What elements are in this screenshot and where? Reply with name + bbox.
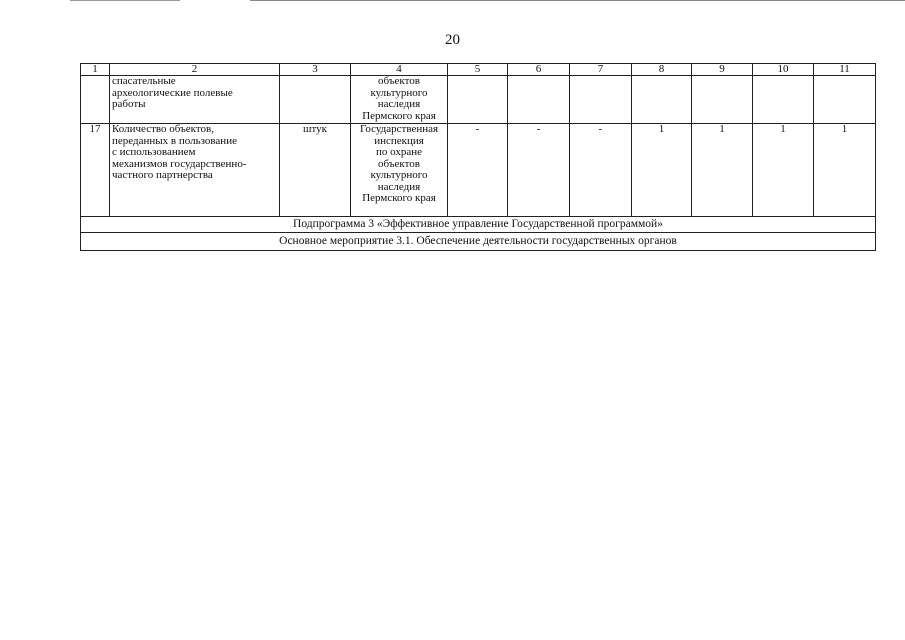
column-number-header: 1 (81, 64, 110, 76)
value-cell: 1 (814, 124, 876, 217)
column-number-header: 7 (570, 64, 632, 76)
value-cell: 1 (753, 124, 814, 217)
column-number-header: 11 (814, 64, 876, 76)
indicator-name: Количество объектов, переданных в пользование с использованием механизмов государственно- частного партнерства (110, 124, 280, 217)
indicators-table (80, 63, 876, 251)
page-number: 20 (445, 32, 460, 48)
value-cell (692, 76, 753, 124)
value-cell: - (570, 124, 632, 217)
scan-edge-line-right (250, 0, 905, 1)
column-number-header: 3 (280, 64, 351, 76)
subprogram-row (81, 217, 876, 233)
column-number-header: 4 (351, 64, 448, 76)
value-cell (508, 76, 570, 124)
main-event-row (81, 233, 876, 251)
row-number: 17 (81, 124, 110, 217)
subprogram-title: Подпрограмма 3 «Эффективное управление Государственной программой» (81, 217, 876, 233)
responsible-body: Государственная инспекция по охране объектов культурного наследия Пермского края (351, 124, 448, 217)
column-number-header: 8 (632, 64, 692, 76)
value-cell: - (508, 124, 570, 217)
column-number-header: 2 (110, 64, 280, 76)
row-number (81, 76, 110, 124)
column-number-header-row (81, 64, 876, 76)
unit: штук (280, 124, 351, 217)
responsible-body: объектов культурного наследия Пермского края (351, 76, 448, 124)
table-row (81, 124, 876, 217)
value-cell (570, 76, 632, 124)
value-cell (814, 76, 876, 124)
column-number-header: 10 (753, 64, 814, 76)
value-cell (448, 76, 508, 124)
scan-edge-line-left (70, 0, 180, 1)
column-number-header: 6 (508, 64, 570, 76)
unit (280, 76, 351, 124)
value-cell (753, 76, 814, 124)
value-cell (632, 76, 692, 124)
column-number-header: 5 (448, 64, 508, 76)
value-cell: 1 (632, 124, 692, 217)
column-number-header: 9 (692, 64, 753, 76)
table-row (81, 76, 876, 124)
indicator-name: спасательные археологические полевые работы (110, 76, 280, 124)
value-cell: 1 (692, 124, 753, 217)
main-event-title: Основное мероприятие 3.1. Обеспечение деятельности государственных органов (81, 233, 876, 251)
value-cell: - (448, 124, 508, 217)
